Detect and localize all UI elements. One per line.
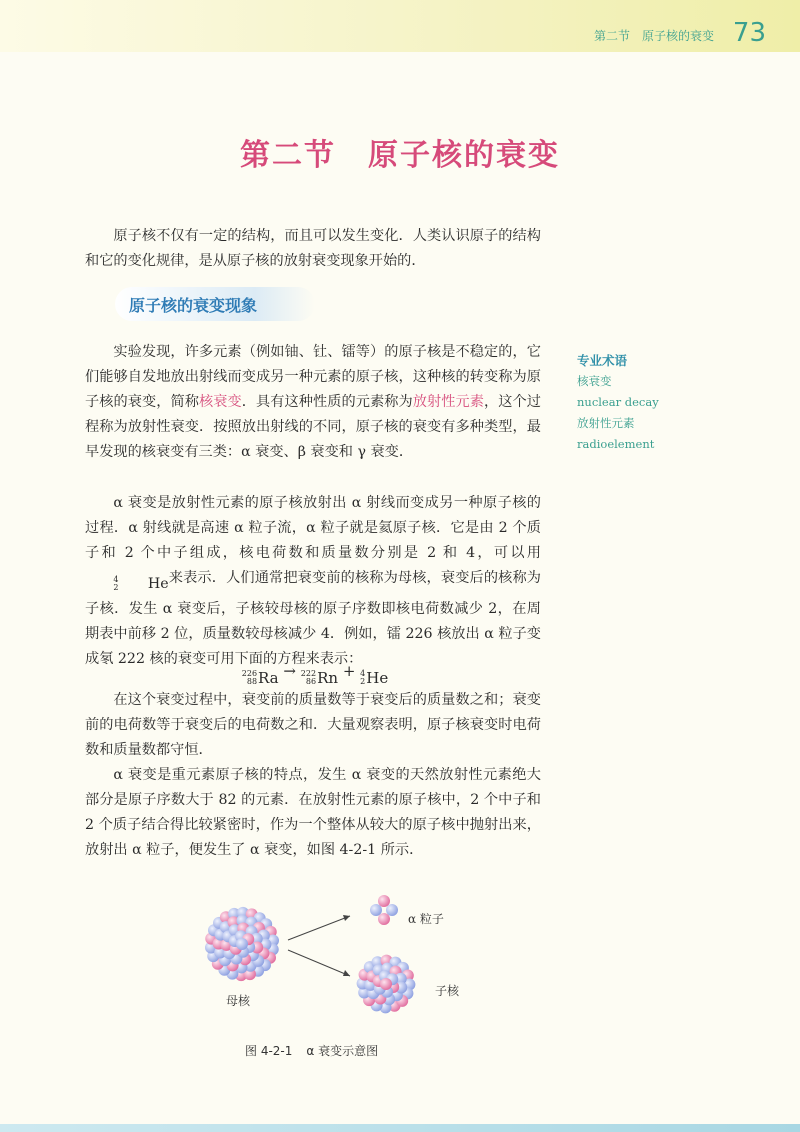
running-header-chapter: 第二节 原子核的衰变 — [593, 29, 714, 43]
parent-nucleus-label: 母核 — [226, 994, 251, 1008]
equation-arrow: → — [283, 662, 296, 680]
figure-caption-number: 图 4-2-1 — [245, 1044, 293, 1058]
neutron-ball — [386, 904, 398, 916]
arrowhead-icon — [343, 915, 350, 921]
section-title-number: 第二节 — [240, 138, 336, 173]
equation-plus: + — [342, 662, 356, 680]
neutron-ball — [236, 938, 248, 950]
proton-ball — [380, 978, 392, 990]
bottom-band — [0, 1124, 800, 1132]
daughter-nucleus — [357, 955, 416, 1014]
neutron-ball — [370, 904, 382, 916]
glossary-title: 专业术语 — [577, 353, 628, 368]
decay-equation — [0, 662, 630, 687]
helium-nuclide-symbol: 4 2 He — [113, 575, 169, 592]
figure-caption-text: α 衰变示意图 — [306, 1044, 379, 1058]
alpha-particle-label: α 粒子 — [408, 912, 444, 926]
term-radioelement: 放射性元素 — [412, 394, 484, 410]
proton-ball — [378, 895, 390, 907]
radium-nuclide: 226 88 Ra — [241, 669, 279, 687]
glossary-item: radioelement — [577, 437, 655, 451]
subheading-text: 原子核的衰变现象 — [129, 296, 258, 315]
helium-nuclide: 4 2 He — [360, 669, 389, 687]
figure-caption — [245, 1042, 378, 1059]
paragraph-alpha-features: α 衰变是重元素原子核的特点，发生 α 衰变的天然放射性元素绝大部分是原子序数大于 82 的元素．在放射性元素的原子核中，2 个中子和 2 个质子结合得比较紧密时，作为一个整体从较大的原子核中抛射出来，放射出 α 粒子，便发生了 α 衰变，如图 4-2-1 所示． — [85, 767, 541, 858]
alpha-particle — [370, 895, 398, 925]
parent-nucleus — [205, 907, 279, 981]
arrowhead-icon — [343, 970, 350, 976]
glossary-item: 放射性元素 — [577, 416, 635, 430]
glossary-item: 核衰变 — [577, 374, 612, 388]
page-number: 73 — [732, 18, 766, 48]
radon-nuclide: 222 86 Rn — [300, 669, 339, 687]
glossary-item: nuclear decay — [577, 395, 659, 409]
arrow-to-daughter — [288, 950, 350, 976]
paragraph-decay-phenomenon: 实验发现，许多元素（例如铀、钍、镭等）的原子核是不稳定的，它们能够自发地放出射线而变成另一种元素的原子核，这种核的转变称为原子核的衰变，简称核衰变．具有这种性质的元素称为放射性元素，这个过程称为放射性衰变．按照放出射线的不同，原子核的衰变有多种类型，最早发现的核衰变有三类：α 衰变、β 衰变和 γ 衰变． — [85, 344, 541, 460]
section-title — [0, 130, 800, 174]
glossary-box — [577, 350, 697, 455]
arrow-to-alpha — [288, 916, 350, 940]
alpha-decay-figure — [190, 888, 490, 1028]
section-title-text: 原子核的衰变 — [368, 138, 560, 173]
header-band — [0, 0, 800, 52]
paragraph-conservation: 在这个衰变过程中，衰变前的质量数等于衰变后的质量数之和；衰变前的电荷数等于衰变后的电荷数之和．大量观察表明，原子核衰变时电荷数和质量数都守恒． — [85, 692, 541, 758]
paragraph-alpha-decay: α 衰变是放射性元素的原子核放射出 α 射线而变成另一种原子核的过程．α 射线就是高速 α 粒子流，α 粒子就是氦原子核．它是由 2 个质子和 2 个中子组成，核电荷数和质量数分别是 2 和 4，可以用 4 2 He 来表示．人们通常把衰变前的核称为母核，衰变后的核称为子核．发生 α 衰变后，子核较母核的原子序数即核电荷数减少 2，在周期表中前移 2 位，质量数较母核减少 4．例如，镭 226 核放出 α 粒子变成氡 222 核的衰变可用下面的方程来表示： — [85, 495, 541, 667]
term-nuclear-decay: 核衰变 — [199, 394, 242, 410]
daughter-nucleus-label: 子核 — [435, 984, 460, 998]
intro-paragraph: 原子核不仅有一定的结构，而且可以发生变化．人类认识原子的结构和它的变化规律，是从原子核的放射衰变现象开始的． — [85, 228, 541, 269]
proton-ball — [378, 913, 390, 925]
subheading — [115, 287, 315, 321]
